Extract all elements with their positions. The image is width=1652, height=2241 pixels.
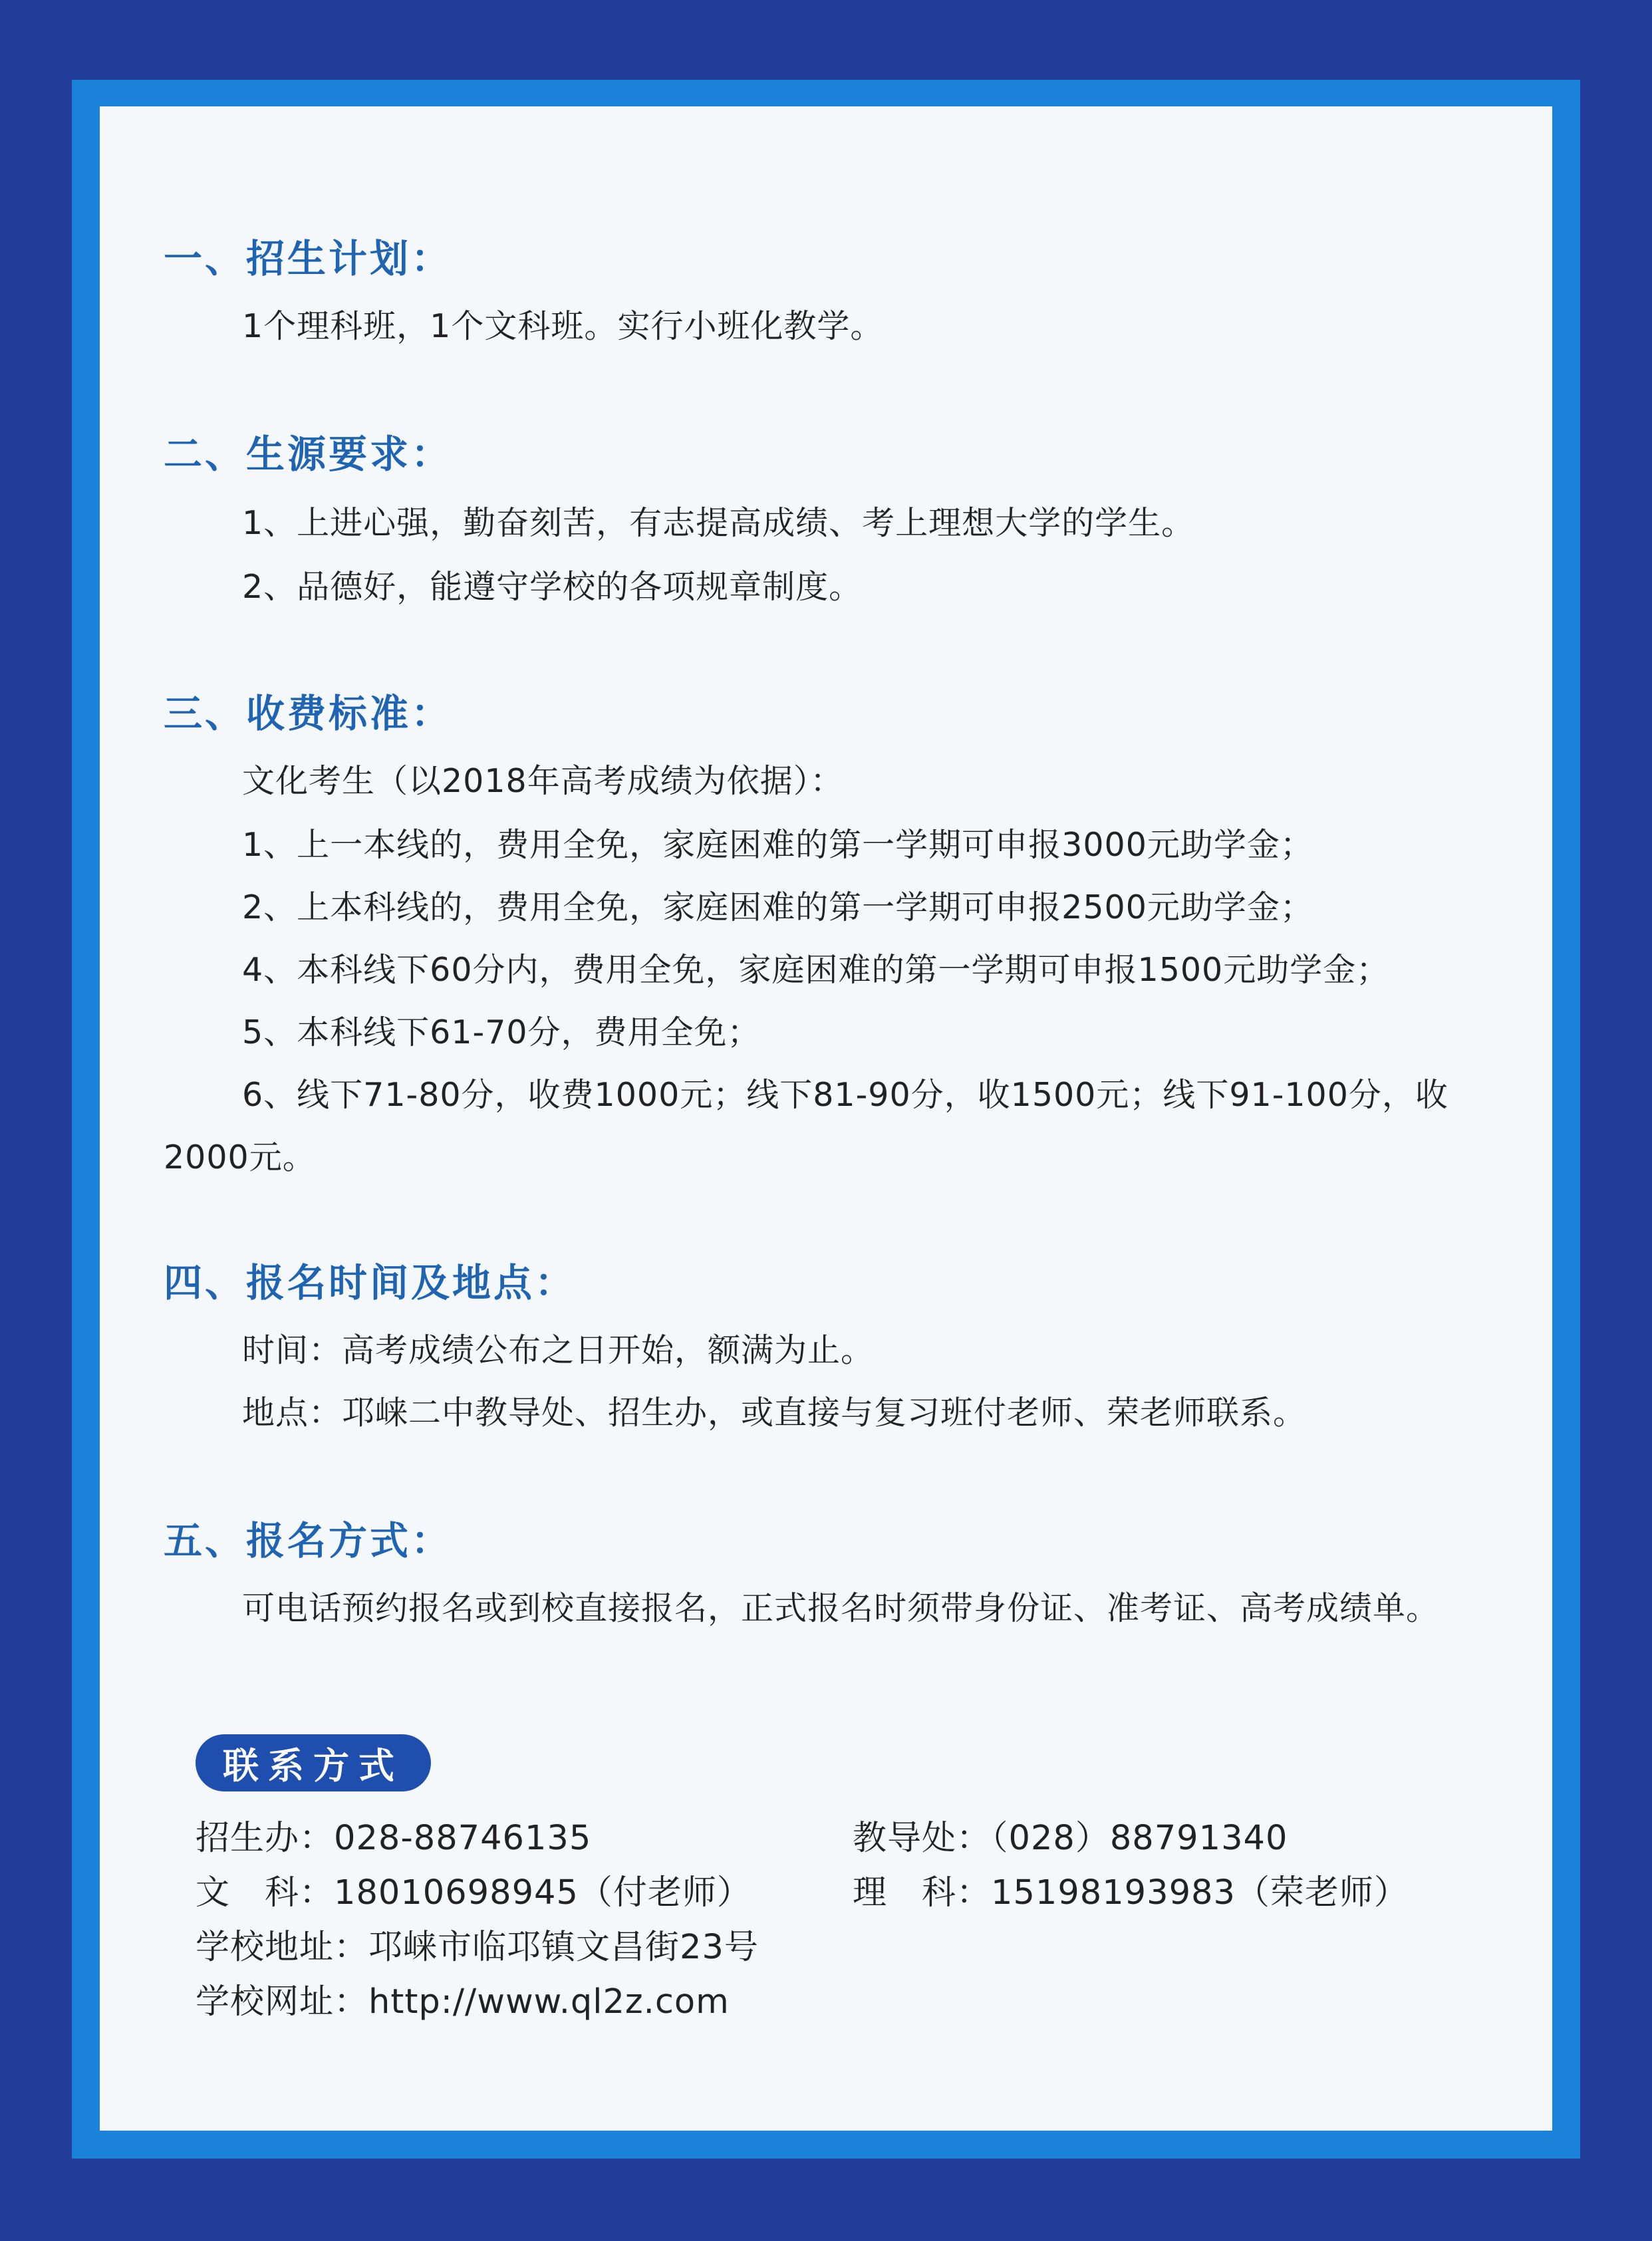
section-heading-registration-method: 五、报名方式：	[164, 1518, 453, 1563]
section-line: 1、上一本线的，费用全免，家庭困难的第一学期可申报3000元助学金；	[242, 826, 1313, 864]
section-heading-fees: 三、收费标准：	[164, 691, 453, 736]
contact-website[interactable]: 学校网址：http://www.ql2z.com	[196, 1982, 730, 2022]
section-line: 6、线下71-80分，收费1000元；线下81-90分，收1500元；线下91-100分，收	[242, 1076, 1448, 1114]
contact-address: 学校地址：邛崃市临邛镇文昌街23号	[196, 1928, 759, 1967]
section-line: 文化考生（以2018年高考成绩为依据）：	[242, 762, 844, 800]
section-line: 1、上进心强，勤奋刻苦，有志提高成绩、考上理想大学的学生。	[242, 504, 1195, 542]
contact-academic-office: 教导处：（028）88791340	[853, 1819, 1288, 1858]
section-heading-time-and-place: 四、报名时间及地点：	[164, 1260, 577, 1305]
contact-title-badge: 联系方式	[196, 1734, 431, 1791]
section-line: 5、本科线下61-70分，费用全免；	[242, 1013, 761, 1051]
section-heading-student-requirements: 二、生源要求：	[164, 432, 453, 477]
section-line: 2、上本科线的，费用全免，家庭困难的第一学期可申报2500元助学金；	[242, 888, 1313, 926]
section-line: 1个理科班，1个文科班。实行小班化教学。	[242, 307, 884, 345]
contact-science: 理 科：15198193983（荣老师）	[853, 1873, 1409, 1912]
section-line: 时间：高考成绩公布之日开始，额满为止。	[242, 1331, 875, 1369]
section-line: 可电话预约报名或到校直接报名，正式报名时须带身份证、准考证、高考成绩单。	[242, 1589, 1440, 1627]
section-line: 2、品德好，能遵守学校的各项规章制度。	[242, 568, 863, 606]
section-heading-enrollment-plan: 一、招生计划：	[164, 236, 453, 281]
contact-liberal-arts: 文 科：18010698945（付老师）	[196, 1873, 752, 1912]
flyer-panel	[100, 106, 1552, 2131]
section-line: 4、本科线下60分内，费用全免，家庭困难的第一学期可申报1500元助学金；	[242, 951, 1390, 989]
contact-admissions-office: 招生办：028-88746135	[196, 1819, 592, 1858]
section-line: 地点：邛崃二中教导处、招生办，或直接与复习班付老师、荣老师联系。	[242, 1394, 1307, 1432]
section-line: 2000元。	[164, 1138, 316, 1176]
